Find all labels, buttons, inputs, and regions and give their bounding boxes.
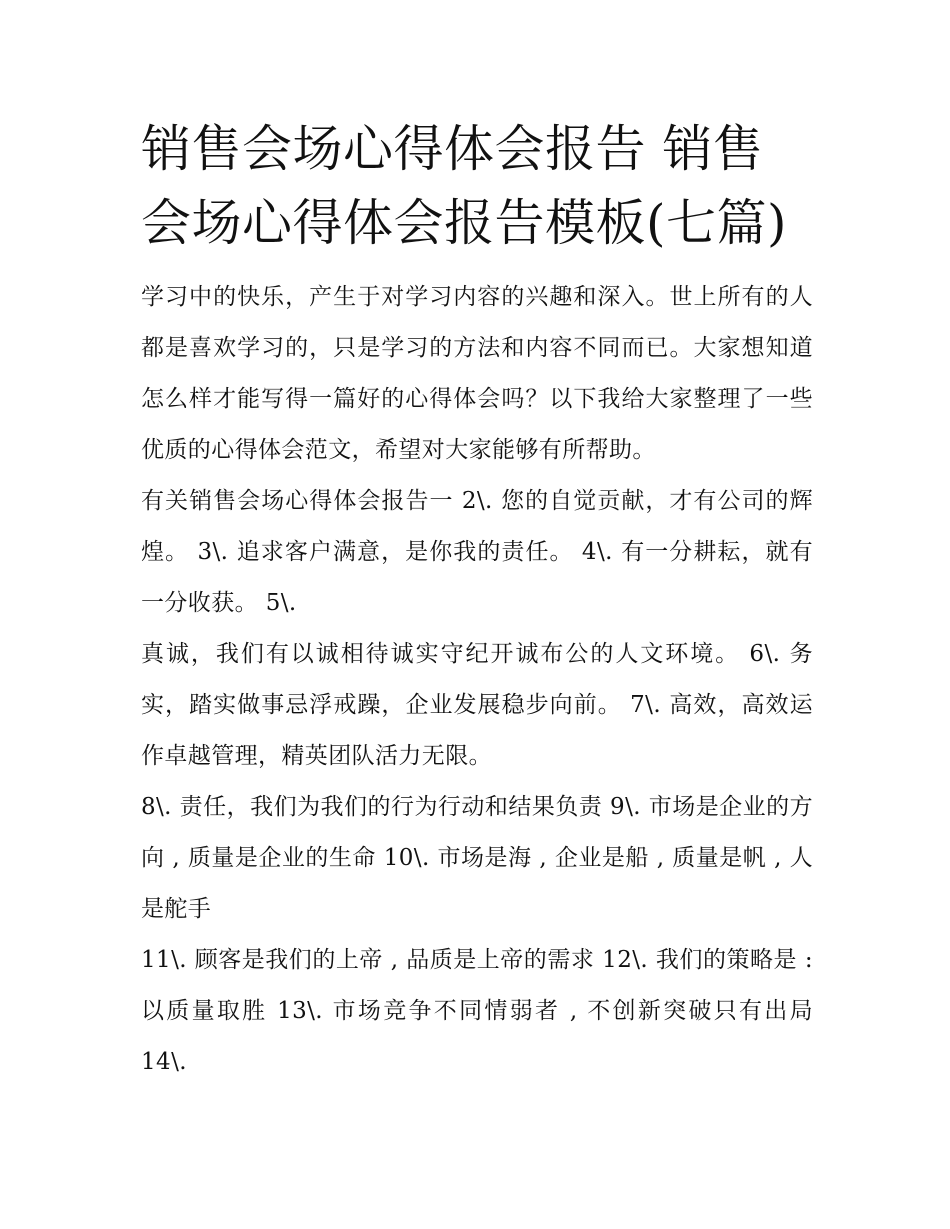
document-title: 销售会场心得体会报告 销售会场心得体会报告模板(七篇)	[141, 120, 788, 252]
intro-paragraph: 学习中的快乐，产生于对学习内容的兴趣和深入。世上所有的人都是喜欢学习的，只是学习的方法和内容不同而已。大家想知道怎么样才能写得一篇好的心得体会吗？以下我给大家整理了一些优质的心得体会范文，希望对大家能够有所帮助。	[141, 284, 813, 463]
body-paragraph-3: 8\. 责任，我们为我们的行为行动和结果负责 9\. 市场是企业的方向 , 质量是企业的生命 10\. 市场是海 , 企业是船 , 质量是帆 , 人是舵手	[141, 794, 813, 922]
body-paragraph-2: 真诚，我们有以诚相待诚实守纪开诚布公的人文环境。 6\. 务实，踏实做事忌浮戒躁，企业发展稳步向前。 7\. 高效，高效运作卓越管理，精英团队活力无限。	[141, 641, 813, 769]
body-paragraph-1: 有关销售会场心得体会报告一 2\. 您的自觉贡献，才有公司的辉煌。 3\. 追求客户满意，是你我的责任。 4\. 有一分耕耘，就有一分收获。 5\.	[141, 488, 813, 616]
body-paragraph-4: 11\. 顾客是我们的上帝 , 品质是上帝的需求 12\. 我们的策略是 : 以质量取胜 13\. 市场竞争不同情弱者 , 不创新突破只有出局 14\.	[141, 947, 813, 1075]
document-page	[141, 112, 813, 1088]
